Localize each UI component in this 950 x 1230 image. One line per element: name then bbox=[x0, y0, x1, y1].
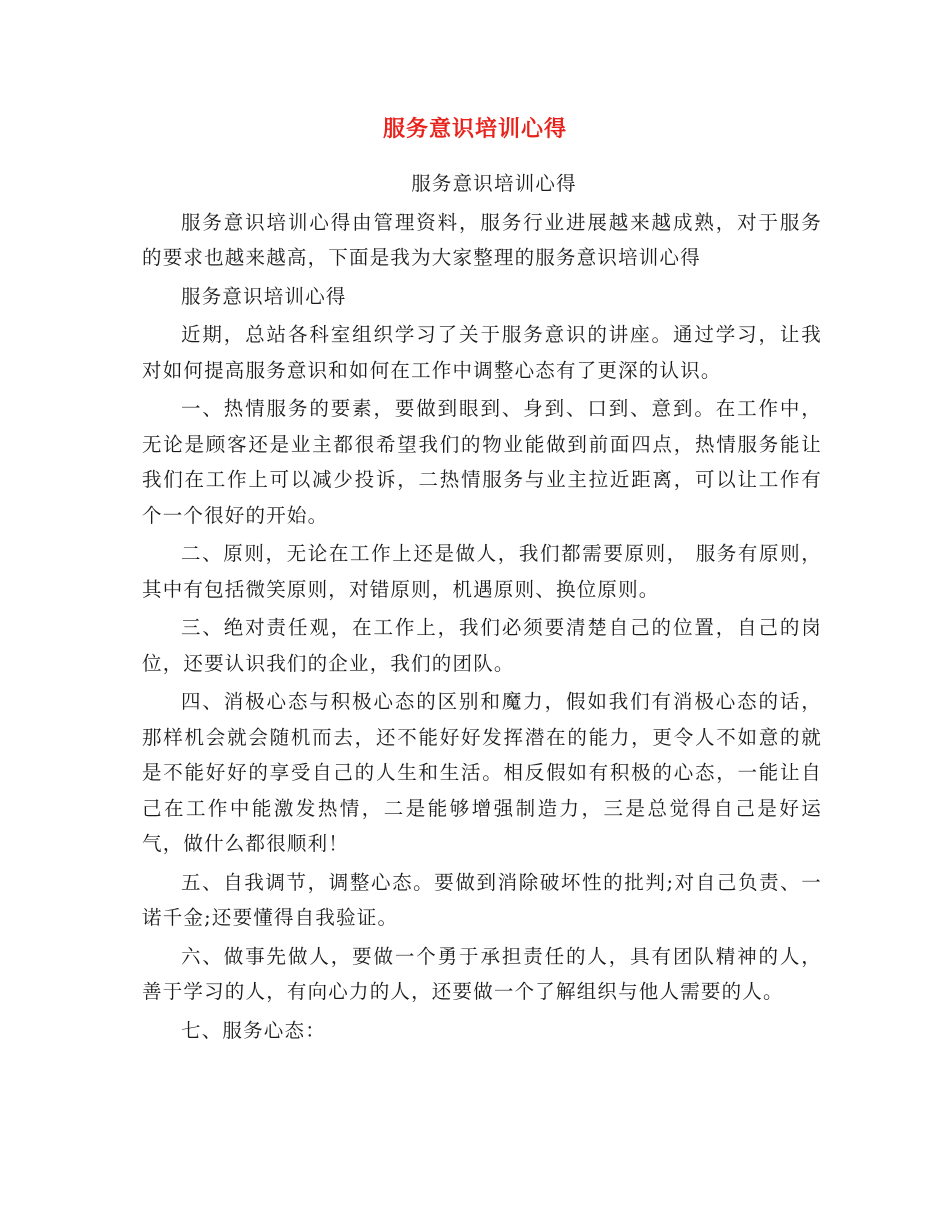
paragraph: 一、热情服务的要素，要做到眼到、身到、口到、意到。在工作中，无论是顾客还是业主都很希望我们的物业能做到前面四点，热情服务能让我们在工作上可以减少投诉，二热情服务与业主拉近距离，可以让工作有个一个很好的开始。 bbox=[142, 397, 822, 527]
paragraph: 三、绝对责任观，在工作上，我们必须要清楚自己的位置，自己的岗位，还要认识我们的企业，我们的团队。 bbox=[142, 616, 822, 675]
paragraph: 六、做事先做人，要做一个勇于承担责任的人，具有团队精神的人，善于学习的人，有向心力的人，还要做一个了解组织与他人需要的人。 bbox=[142, 944, 822, 1003]
document-body bbox=[142, 166, 822, 1051]
paragraph: 近期，总站各科室组织学习了关于服务意识的讲座。通过学习，让我对如何提高服务意识和如何在工作中调整心态有了更深的认识。 bbox=[142, 323, 822, 382]
paragraph: 四、消极心态与积极心态的区别和魔力，假如我们有消极心态的话，那样机会就会随机而去，还不能好好发挥潜在的能力，更令人不如意的就是不能好好的享受自己的人生和生活。相反假如有积极的心态，一能让自己在工作中能激发热情，二是能够增强制造力，三是总觉得自己是好运气，做什么都很顺利！ bbox=[142, 690, 822, 855]
paragraph: 二、原则，无论在工作上还是做人，我们都需要原则， 服务有原则，其中有包括微笑原则，对错原则，机遇原则、换位原则。 bbox=[142, 542, 822, 601]
paragraph: 服务意识培训心得 bbox=[181, 284, 347, 308]
document-title: 服务意识培训心得 bbox=[382, 117, 567, 142]
paragraph: 五、自我调节，调整心态。要做到消除破坏性的批判;对自己负责、一诺千金;还要懂得自我验证。 bbox=[142, 870, 822, 929]
document-subtitle: 服务意识培训心得 bbox=[411, 172, 577, 195]
paragraph: 七、服务心态： bbox=[181, 1018, 326, 1042]
paragraph: 服务意识培训心得由管理资料，服务行业进展越来越成熟，对于服务的要求也越来越高，下面是我为大家整理的服务意识培训心得 bbox=[142, 210, 822, 269]
